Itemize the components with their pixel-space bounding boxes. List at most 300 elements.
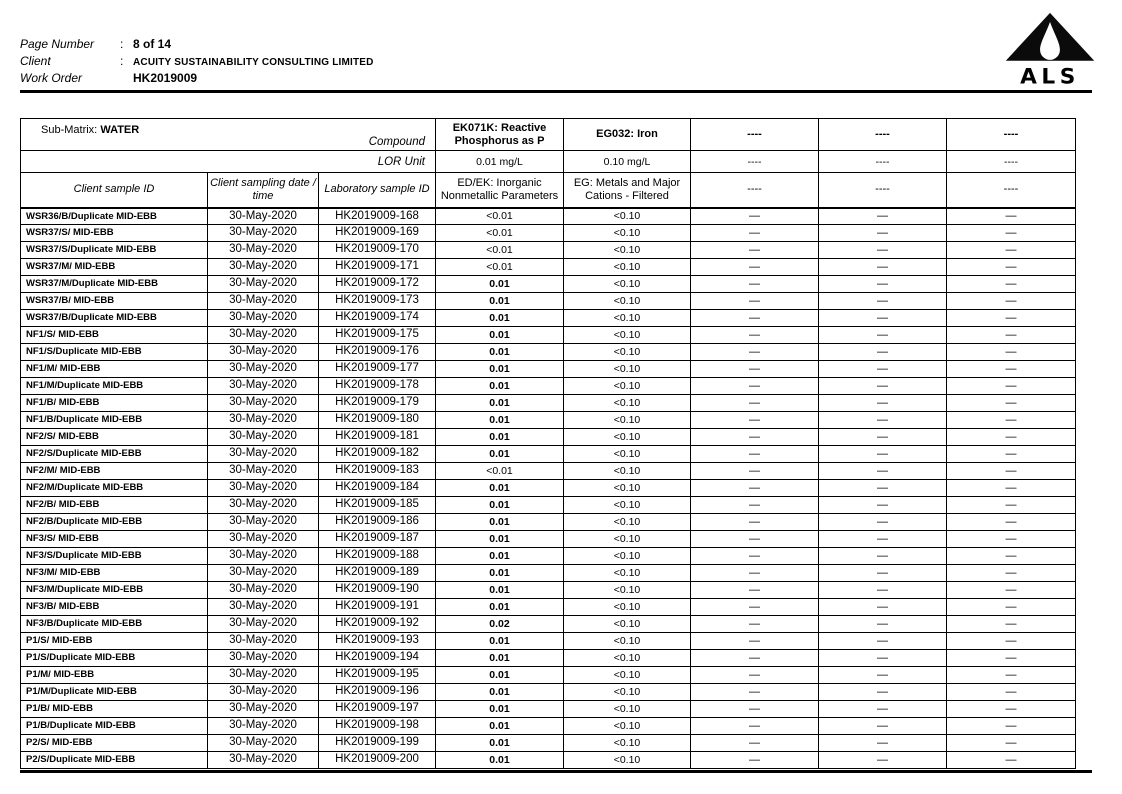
cell-ek071k-value: <0.01 xyxy=(436,259,564,276)
lor-unit: ---- xyxy=(691,151,819,173)
cell-sampling-date: 30-May-2020 xyxy=(208,599,319,616)
cell-client-sample-id: WSR37/B/ MID-EBB xyxy=(21,293,208,310)
cell-dash: — xyxy=(691,344,819,361)
cell-ek071k-value: <0.01 xyxy=(436,225,564,242)
als-logo-graphic xyxy=(1004,12,1096,86)
cell-dash: — xyxy=(947,208,1076,225)
cell-dash: — xyxy=(819,276,947,293)
cell-eg032-value: <0.10 xyxy=(564,429,691,446)
cell-lab-sample-id: HK2019009-169 xyxy=(319,225,436,242)
table-row xyxy=(21,225,1076,242)
cell-ek071k-value: 0.01 xyxy=(436,429,564,446)
table-row xyxy=(21,293,1076,310)
cell-dash: — xyxy=(947,361,1076,378)
cell-ek071k-value: 0.01 xyxy=(436,667,564,684)
cell-sampling-date: 30-May-2020 xyxy=(208,412,319,429)
table-row xyxy=(21,378,1076,395)
cell-eg032-value: <0.10 xyxy=(564,208,691,225)
cell-lab-sample-id: HK2019009-197 xyxy=(319,701,436,718)
cell-client-sample-id: WSR37/B/Duplicate MID-EBB xyxy=(21,310,208,327)
table-row xyxy=(21,531,1076,548)
cell-dash: — xyxy=(947,480,1076,497)
col-header-dash: ---- xyxy=(819,173,947,208)
cell-dash: — xyxy=(691,752,819,769)
cell-dash: — xyxy=(819,412,947,429)
cell-ek071k-value: 0.01 xyxy=(436,276,564,293)
client-line xyxy=(20,54,374,69)
cell-dash: — xyxy=(947,242,1076,259)
table-row xyxy=(21,616,1076,633)
cell-eg032-value: <0.10 xyxy=(564,446,691,463)
cell-client-sample-id: NF3/M/Duplicate MID-EBB xyxy=(21,582,208,599)
cell-dash: — xyxy=(947,497,1076,514)
cell-ek071k-value: 0.01 xyxy=(436,327,564,344)
cell-eg032-value: <0.10 xyxy=(564,412,691,429)
page-number-value: 8 of 14 xyxy=(133,37,172,51)
table-row xyxy=(21,463,1076,480)
cell-dash: — xyxy=(819,497,947,514)
cell-client-sample-id: P1/B/ MID-EBB xyxy=(21,701,208,718)
cell-eg032-value: <0.10 xyxy=(564,667,691,684)
cell-lab-sample-id: HK2019009-186 xyxy=(319,514,436,531)
cell-dash: — xyxy=(691,701,819,718)
cell-dash: — xyxy=(691,378,819,395)
cell-dash: — xyxy=(947,446,1076,463)
cell-sampling-date: 30-May-2020 xyxy=(208,293,319,310)
cell-dash: — xyxy=(947,633,1076,650)
cell-dash: — xyxy=(819,446,947,463)
cell-client-sample-id: NF3/B/ MID-EBB xyxy=(21,599,208,616)
cell-eg032-value: <0.10 xyxy=(564,463,691,480)
cell-eg032-value: <0.10 xyxy=(564,735,691,752)
cell-dash: — xyxy=(947,395,1076,412)
lor-unit-row xyxy=(21,151,1076,173)
cell-eg032-value: <0.10 xyxy=(564,514,691,531)
table-row xyxy=(21,548,1076,565)
cell-dash: — xyxy=(819,718,947,735)
cell-eg032-value: <0.10 xyxy=(564,650,691,667)
als-logo-text: ALS xyxy=(1020,64,1080,86)
cell-sampling-date: 30-May-2020 xyxy=(208,752,319,769)
cell-ek071k-value: 0.01 xyxy=(436,531,564,548)
cell-lab-sample-id: HK2019009-184 xyxy=(319,480,436,497)
compound-header: ---- xyxy=(691,119,819,151)
col-header-method-1: ED/EK: Inorganic Nonmetallic Parameters xyxy=(436,173,564,208)
cell-dash: — xyxy=(819,667,947,684)
cell-client-sample-id: WSR36/B/Duplicate MID-EBB xyxy=(21,208,208,225)
cell-dash: — xyxy=(819,259,947,276)
cell-ek071k-value: 0.01 xyxy=(436,548,564,565)
table-row xyxy=(21,599,1076,616)
sub-matrix-value: WATER xyxy=(100,123,140,136)
table-row xyxy=(21,242,1076,259)
cell-sampling-date: 30-May-2020 xyxy=(208,276,319,293)
cell-sampling-date: 30-May-2020 xyxy=(208,735,319,752)
cell-eg032-value: <0.10 xyxy=(564,344,691,361)
cell-client-sample-id: WSR37/S/Duplicate MID-EBB xyxy=(21,242,208,259)
cell-dash: — xyxy=(947,429,1076,446)
cell-dash: — xyxy=(819,548,947,565)
cell-dash: — xyxy=(819,480,947,497)
table-row xyxy=(21,344,1076,361)
cell-dash: — xyxy=(691,463,819,480)
cell-dash: — xyxy=(691,633,819,650)
compound-header: ---- xyxy=(819,119,947,151)
cell-lab-sample-id: HK2019009-189 xyxy=(319,565,436,582)
header-rule xyxy=(20,90,1092,93)
cell-dash: — xyxy=(947,276,1076,293)
cell-lab-sample-id: HK2019009-175 xyxy=(319,327,436,344)
cell-dash: — xyxy=(691,667,819,684)
cell-ek071k-value: 0.01 xyxy=(436,565,564,582)
cell-sampling-date: 30-May-2020 xyxy=(208,242,319,259)
cell-dash: — xyxy=(819,752,947,769)
table-row xyxy=(21,361,1076,378)
table-row xyxy=(21,429,1076,446)
cell-ek071k-value: 0.01 xyxy=(436,344,564,361)
cell-dash: — xyxy=(691,650,819,667)
cell-ek071k-value: 0.01 xyxy=(436,582,564,599)
cell-dash: — xyxy=(947,735,1076,752)
cell-sampling-date: 30-May-2020 xyxy=(208,259,319,276)
cell-dash: — xyxy=(947,718,1076,735)
cell-sampling-date: 30-May-2020 xyxy=(208,633,319,650)
cell-sampling-date: 30-May-2020 xyxy=(208,378,319,395)
cell-sampling-date: 30-May-2020 xyxy=(208,344,319,361)
cell-dash: — xyxy=(691,225,819,242)
colon: : xyxy=(120,54,124,68)
cell-lab-sample-id: HK2019009-191 xyxy=(319,599,436,616)
cell-lab-sample-id: HK2019009-172 xyxy=(319,276,436,293)
cell-dash: — xyxy=(691,293,819,310)
cell-client-sample-id: NF1/B/ MID-EBB xyxy=(21,395,208,412)
cell-dash: — xyxy=(691,395,819,412)
cell-lab-sample-id: HK2019009-190 xyxy=(319,582,436,599)
cell-ek071k-value: 0.01 xyxy=(436,361,564,378)
cell-lab-sample-id: HK2019009-181 xyxy=(319,429,436,446)
cell-ek071k-value: <0.01 xyxy=(436,242,564,259)
cell-lab-sample-id: HK2019009-180 xyxy=(319,412,436,429)
cell-dash: — xyxy=(691,548,819,565)
table-row xyxy=(21,310,1076,327)
client-value: ACUITY SUSTAINABILITY CONSULTING LIMITED xyxy=(133,57,374,68)
cell-dash: — xyxy=(819,735,947,752)
table-row xyxy=(21,208,1076,225)
cell-dash: — xyxy=(691,497,819,514)
compound-header-row xyxy=(21,119,1076,151)
table-row xyxy=(21,701,1076,718)
cell-dash: — xyxy=(947,531,1076,548)
cell-ek071k-value: 0.02 xyxy=(436,616,564,633)
cell-ek071k-value: 0.01 xyxy=(436,514,564,531)
cell-sampling-date: 30-May-2020 xyxy=(208,225,319,242)
compound-header: ---- xyxy=(947,119,1076,151)
cell-dash: — xyxy=(691,446,819,463)
cell-eg032-value: <0.10 xyxy=(564,684,691,701)
table-row xyxy=(21,497,1076,514)
cell-lab-sample-id: HK2019009-198 xyxy=(319,718,436,735)
cell-ek071k-value: 0.01 xyxy=(436,412,564,429)
cell-sampling-date: 30-May-2020 xyxy=(208,463,319,480)
cell-client-sample-id: NF1/S/Duplicate MID-EBB xyxy=(21,344,208,361)
cell-ek071k-value: 0.01 xyxy=(436,395,564,412)
cell-dash: — xyxy=(691,531,819,548)
lor-unit: 0.01 mg/L xyxy=(436,151,564,173)
cell-ek071k-value: 0.01 xyxy=(436,752,564,769)
cell-lab-sample-id: HK2019009-185 xyxy=(319,497,436,514)
cell-dash: — xyxy=(691,565,819,582)
cell-dash: — xyxy=(819,361,947,378)
cell-client-sample-id: NF1/B/Duplicate MID-EBB xyxy=(21,412,208,429)
cell-lab-sample-id: HK2019009-199 xyxy=(319,735,436,752)
cell-sampling-date: 30-May-2020 xyxy=(208,701,319,718)
cell-eg032-value: <0.10 xyxy=(564,616,691,633)
cell-dash: — xyxy=(691,616,819,633)
table-body xyxy=(21,208,1076,769)
cell-sampling-date: 30-May-2020 xyxy=(208,718,319,735)
cell-dash: — xyxy=(819,616,947,633)
lor-unit: ---- xyxy=(819,151,947,173)
col-header-sampling-date: Client sampling date / time xyxy=(208,173,319,208)
client-label: Client xyxy=(20,54,51,68)
table-row xyxy=(21,582,1076,599)
cell-eg032-value: <0.10 xyxy=(564,633,691,650)
cell-dash: — xyxy=(947,667,1076,684)
cell-client-sample-id: WSR37/M/Duplicate MID-EBB xyxy=(21,276,208,293)
cell-dash: — xyxy=(691,208,819,225)
cell-ek071k-value: <0.01 xyxy=(436,208,564,225)
table-row xyxy=(21,480,1076,497)
cell-client-sample-id: P1/S/Duplicate MID-EBB xyxy=(21,650,208,667)
cell-lab-sample-id: HK2019009-173 xyxy=(319,293,436,310)
cell-eg032-value: <0.10 xyxy=(564,701,691,718)
cell-dash: — xyxy=(947,378,1076,395)
cell-dash: — xyxy=(691,599,819,616)
cell-client-sample-id: NF2/M/ MID-EBB xyxy=(21,463,208,480)
table-row xyxy=(21,684,1076,701)
cell-client-sample-id: NF2/S/ MID-EBB xyxy=(21,429,208,446)
cell-dash: — xyxy=(819,531,947,548)
cell-sampling-date: 30-May-2020 xyxy=(208,548,319,565)
cell-eg032-value: <0.10 xyxy=(564,548,691,565)
table-row xyxy=(21,650,1076,667)
cell-dash: — xyxy=(947,344,1076,361)
cell-dash: — xyxy=(947,225,1076,242)
cell-sampling-date: 30-May-2020 xyxy=(208,327,319,344)
cell-client-sample-id: P1/S/ MID-EBB xyxy=(21,633,208,650)
cell-lab-sample-id: HK2019009-192 xyxy=(319,616,436,633)
cell-lab-sample-id: HK2019009-171 xyxy=(319,259,436,276)
cell-dash: — xyxy=(691,684,819,701)
cell-dash: — xyxy=(947,582,1076,599)
table-row xyxy=(21,412,1076,429)
lor-unit: ---- xyxy=(947,151,1076,173)
cell-client-sample-id: P1/M/ MID-EBB xyxy=(21,667,208,684)
cell-dash: — xyxy=(691,412,819,429)
cell-dash: — xyxy=(691,242,819,259)
cell-eg032-value: <0.10 xyxy=(564,582,691,599)
cell-dash: — xyxy=(819,684,947,701)
cell-dash: — xyxy=(691,514,819,531)
report-header xyxy=(20,37,374,88)
lor-unit-label: LOR Unit xyxy=(377,155,425,168)
cell-dash: — xyxy=(819,701,947,718)
table-row xyxy=(21,395,1076,412)
cell-dash: — xyxy=(947,650,1076,667)
lor-label-cell xyxy=(21,151,436,173)
cell-lab-sample-id: HK2019009-176 xyxy=(319,344,436,361)
cell-ek071k-value: 0.01 xyxy=(436,599,564,616)
cell-dash: — xyxy=(947,565,1076,582)
table-row xyxy=(21,327,1076,344)
cell-client-sample-id: NF2/B/Duplicate MID-EBB xyxy=(21,514,208,531)
cell-lab-sample-id: HK2019009-187 xyxy=(319,531,436,548)
cell-dash: — xyxy=(947,616,1076,633)
cell-dash: — xyxy=(819,633,947,650)
cell-ek071k-value: 0.01 xyxy=(436,633,564,650)
cell-eg032-value: <0.10 xyxy=(564,752,691,769)
cell-ek071k-value: <0.01 xyxy=(436,463,564,480)
cell-sampling-date: 30-May-2020 xyxy=(208,395,319,412)
cell-eg032-value: <0.10 xyxy=(564,327,691,344)
work-order-label: Work Order xyxy=(20,71,83,85)
cell-eg032-value: <0.10 xyxy=(564,276,691,293)
cell-ek071k-value: 0.01 xyxy=(436,378,564,395)
column-header-row xyxy=(21,173,1076,208)
cell-lab-sample-id: HK2019009-195 xyxy=(319,667,436,684)
cell-dash: — xyxy=(947,701,1076,718)
cell-eg032-value: <0.10 xyxy=(564,395,691,412)
cell-dash: — xyxy=(691,327,819,344)
cell-client-sample-id: NF3/B/Duplicate MID-EBB xyxy=(21,616,208,633)
als-logo xyxy=(1004,12,1096,86)
work-order-line xyxy=(20,71,374,86)
cell-dash: — xyxy=(691,429,819,446)
cell-eg032-value: <0.10 xyxy=(564,378,691,395)
cell-lab-sample-id: HK2019009-177 xyxy=(319,361,436,378)
cell-eg032-value: <0.10 xyxy=(564,718,691,735)
cell-sampling-date: 30-May-2020 xyxy=(208,361,319,378)
cell-eg032-value: <0.10 xyxy=(564,242,691,259)
cell-client-sample-id: NF1/M/ MID-EBB xyxy=(21,361,208,378)
colon: : xyxy=(120,37,124,51)
col-header-client-sample-id: Client sample ID xyxy=(21,173,208,208)
cell-ek071k-value: 0.01 xyxy=(436,293,564,310)
cell-eg032-value: <0.10 xyxy=(564,480,691,497)
col-header-lab-sample-id: Laboratory sample ID xyxy=(319,173,436,208)
cell-dash: — xyxy=(947,310,1076,327)
cell-dash: — xyxy=(819,208,947,225)
cell-dash: — xyxy=(691,480,819,497)
cell-eg032-value: <0.10 xyxy=(564,361,691,378)
table-row xyxy=(21,718,1076,735)
work-order-value: HK2019009 xyxy=(133,71,198,85)
cell-dash: — xyxy=(819,395,947,412)
cell-dash: — xyxy=(819,565,947,582)
page-number-label: Page Number xyxy=(20,37,95,51)
cell-sampling-date: 30-May-2020 xyxy=(208,650,319,667)
cell-sampling-date: 30-May-2020 xyxy=(208,497,319,514)
cell-ek071k-value: 0.01 xyxy=(436,735,564,752)
cell-dash: — xyxy=(819,242,947,259)
cell-eg032-value: <0.10 xyxy=(564,259,691,276)
cell-eg032-value: <0.10 xyxy=(564,310,691,327)
cell-dash: — xyxy=(691,310,819,327)
cell-eg032-value: <0.10 xyxy=(564,225,691,242)
cell-sampling-date: 30-May-2020 xyxy=(208,565,319,582)
cell-sampling-date: 30-May-2020 xyxy=(208,531,319,548)
cell-ek071k-value: 0.01 xyxy=(436,650,564,667)
cell-ek071k-value: 0.01 xyxy=(436,497,564,514)
cell-lab-sample-id: HK2019009-196 xyxy=(319,684,436,701)
cell-client-sample-id: NF1/S/ MID-EBB xyxy=(21,327,208,344)
cell-lab-sample-id: HK2019009-188 xyxy=(319,548,436,565)
cell-dash: — xyxy=(819,514,947,531)
cell-dash: — xyxy=(947,327,1076,344)
col-header-dash: ---- xyxy=(691,173,819,208)
cell-ek071k-value: 0.01 xyxy=(436,480,564,497)
cell-sampling-date: 30-May-2020 xyxy=(208,582,319,599)
footer-rule xyxy=(20,770,1092,773)
cell-lab-sample-id: HK2019009-179 xyxy=(319,395,436,412)
compound-header: EK071K: Reactive Phosphorus as P xyxy=(436,119,564,151)
cell-dash: — xyxy=(819,582,947,599)
cell-dash: — xyxy=(947,259,1076,276)
cell-dash: — xyxy=(819,463,947,480)
cell-dash: — xyxy=(947,463,1076,480)
table-corner xyxy=(21,119,436,151)
col-header-method-2: EG: Metals and Major Cations - Filtered xyxy=(564,173,691,208)
cell-lab-sample-id: HK2019009-200 xyxy=(319,752,436,769)
cell-dash: — xyxy=(691,276,819,293)
table-row xyxy=(21,259,1076,276)
cell-sampling-date: 30-May-2020 xyxy=(208,208,319,225)
cell-lab-sample-id: HK2019009-178 xyxy=(319,378,436,395)
cell-eg032-value: <0.10 xyxy=(564,497,691,514)
cell-client-sample-id: NF2/M/Duplicate MID-EBB xyxy=(21,480,208,497)
cell-lab-sample-id: HK2019009-168 xyxy=(319,208,436,225)
table-row xyxy=(21,735,1076,752)
cell-client-sample-id: NF3/M/ MID-EBB xyxy=(21,565,208,582)
cell-sampling-date: 30-May-2020 xyxy=(208,446,319,463)
cell-dash: — xyxy=(947,684,1076,701)
compound-header: EG032: Iron xyxy=(564,119,691,151)
cell-lab-sample-id: HK2019009-182 xyxy=(319,446,436,463)
cell-eg032-value: <0.10 xyxy=(564,531,691,548)
cell-ek071k-value: 0.01 xyxy=(436,701,564,718)
cell-dash: — xyxy=(819,599,947,616)
cell-client-sample-id: P1/B/Duplicate MID-EBB xyxy=(21,718,208,735)
cell-dash: — xyxy=(819,344,947,361)
cell-eg032-value: <0.10 xyxy=(564,293,691,310)
cell-sampling-date: 30-May-2020 xyxy=(208,480,319,497)
cell-client-sample-id: NF3/S/Duplicate MID-EBB xyxy=(21,548,208,565)
cell-sampling-date: 30-May-2020 xyxy=(208,310,319,327)
cell-ek071k-value: 0.01 xyxy=(436,310,564,327)
cell-lab-sample-id: HK2019009-174 xyxy=(319,310,436,327)
table-row xyxy=(21,514,1076,531)
cell-lab-sample-id: HK2019009-194 xyxy=(319,650,436,667)
cell-lab-sample-id: HK2019009-193 xyxy=(319,633,436,650)
page-number-line xyxy=(20,37,374,52)
cell-dash: — xyxy=(947,752,1076,769)
cell-lab-sample-id: HK2019009-170 xyxy=(319,242,436,259)
cell-dash: — xyxy=(819,327,947,344)
lor-unit: 0.10 mg/L xyxy=(564,151,691,173)
cell-client-sample-id: P2/S/Duplicate MID-EBB xyxy=(21,752,208,769)
sub-matrix-label: Sub-Matrix: xyxy=(41,123,98,136)
cell-client-sample-id: NF3/S/ MID-EBB xyxy=(21,531,208,548)
